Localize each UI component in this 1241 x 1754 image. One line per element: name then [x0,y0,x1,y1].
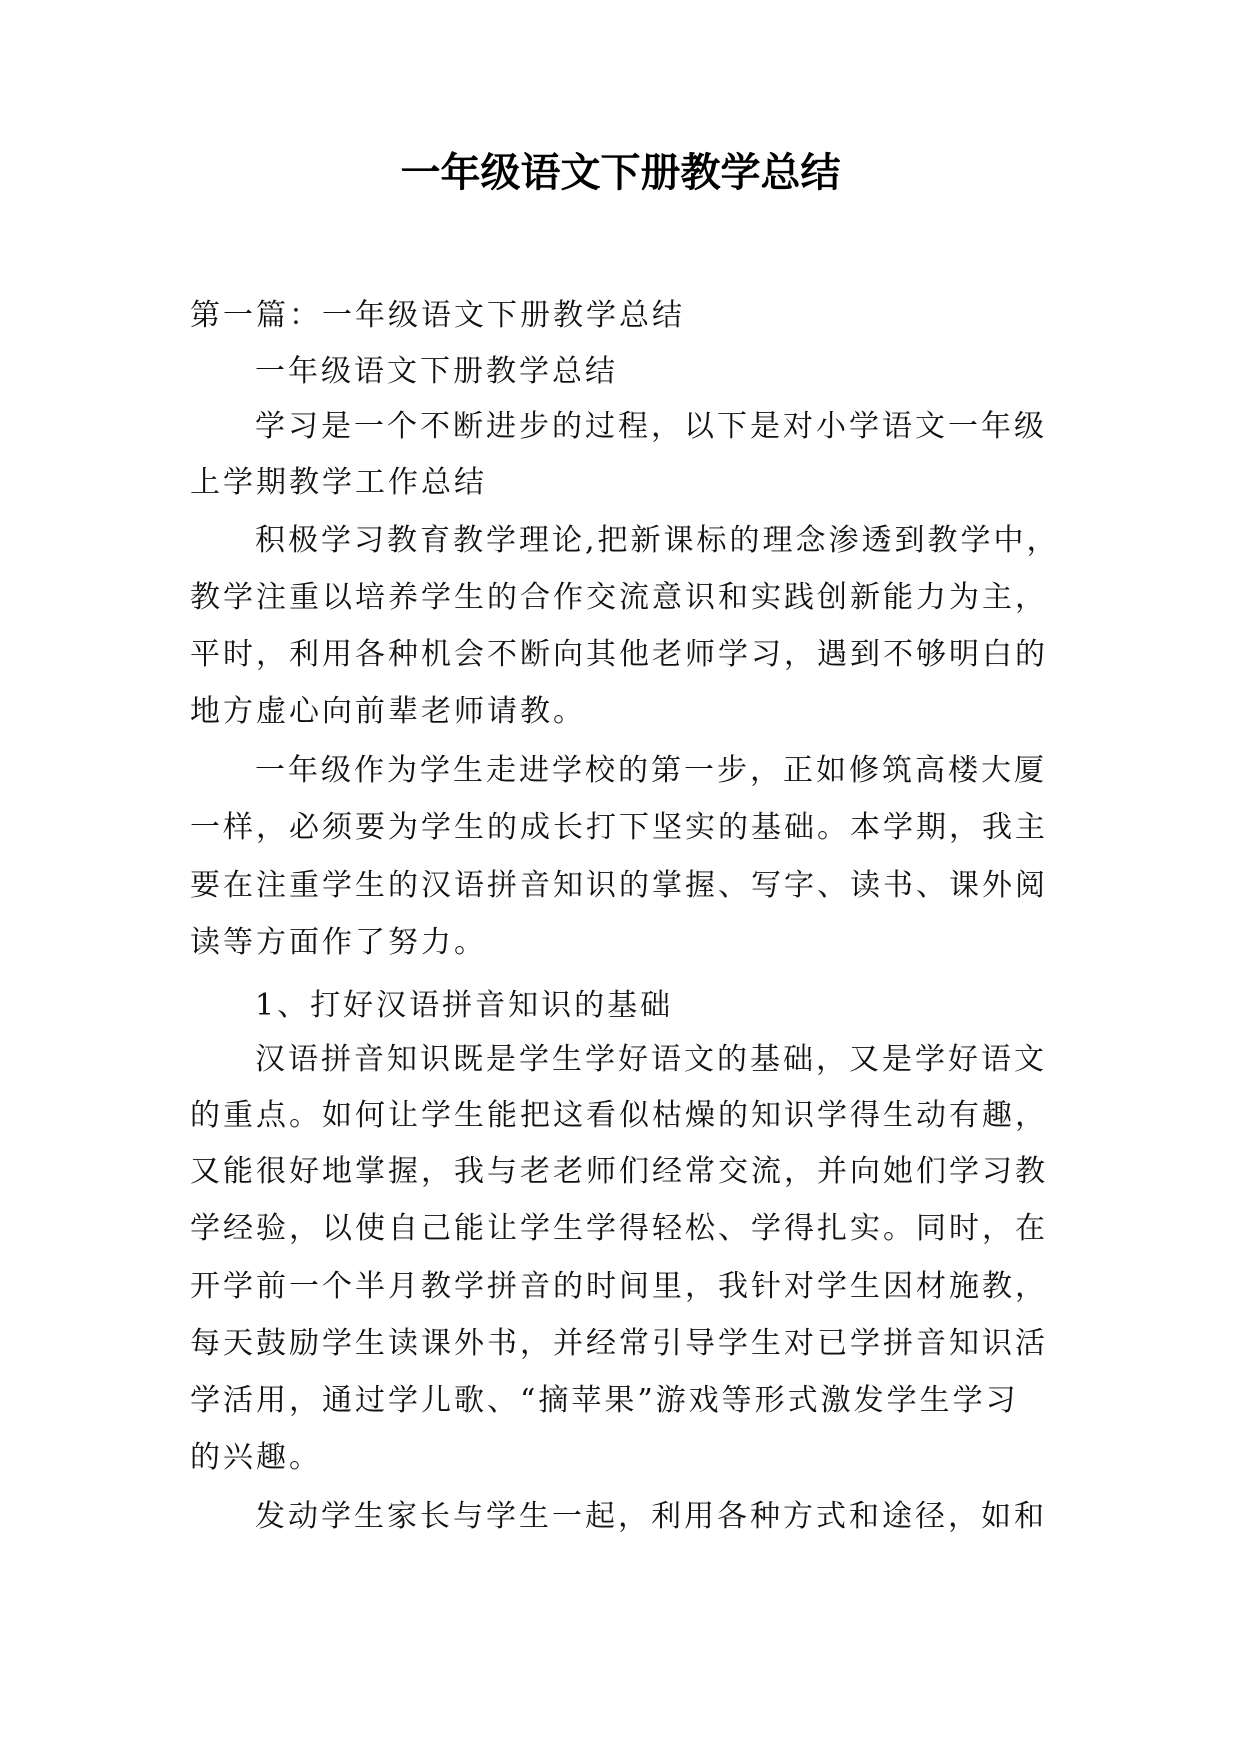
sub-heading: 一年级语文下册教学总结 [255,354,618,389]
paragraph-line: 发动学生家长与学生一起，利用各种方式和途径，如和 [255,1499,1047,1534]
paragraph-line: 汉语拼音知识既是学生学好语文的基础，又是学好语文 [255,1042,1047,1077]
paragraph-line: 地方虚心向前辈老师请教。 [190,694,586,729]
paragraph-line: 一年级作为学生走进学校的第一步，正如修筑高楼大厦 [255,753,1047,788]
paragraph-line: 教学注重以培养学生的合作交流意识和实践创新能力为主， [190,580,1048,615]
document-title: 一年级语文下册教学总结 [400,149,841,196]
paragraph-line: 的重点。如何让学生能把这看似枯燥的知识学得生动有趣， [190,1098,1048,1133]
numbered-heading: 1、打好汉语拼音知识的基础 [255,988,674,1023]
paragraph-line: 每天鼓励学生读课外书，并经常引导学生对已学拼音知识活 [190,1326,1048,1361]
paragraph-line: 读等方面作了努力。 [190,925,487,960]
paragraph-line: 平时，利用各种机会不断向其他老师学习，遇到不够明白的 [190,637,1048,672]
paragraph-line: 积极学习教育教学理论,把新课标的理念渗透到教学中， [255,523,1060,558]
paragraph-line: 一样，必须要为学生的成长打下坚实的基础。本学期，我主 [190,810,1048,845]
paragraph-line: 学经验，以使自己能让学生学得轻松、学得扎实。同时，在 [190,1211,1048,1246]
paragraph-line: 上学期教学工作总结 [190,465,487,500]
section-heading: 第一篇：一年级语文下册教学总结 [190,298,685,333]
paragraph-line: 的兴趣。 [190,1440,322,1475]
paragraph-line: 要在注重学生的汉语拼音知识的掌握、写字、读书、课外阅 [190,868,1048,903]
paragraph-line: 又能很好地掌握，我与老老师们经常交流，并向她们学习教 [190,1154,1048,1189]
paragraph-line: 开学前一个半月教学拼音的时间里，我针对学生因材施教， [190,1269,1048,1304]
paragraph-line: 学习是一个不断进步的过程，以下是对小学语文一年级 [255,409,1047,444]
paragraph-line: 学活用，通过学儿歌、“摘苹果”游戏等形式激发学生学习 [190,1383,1019,1418]
